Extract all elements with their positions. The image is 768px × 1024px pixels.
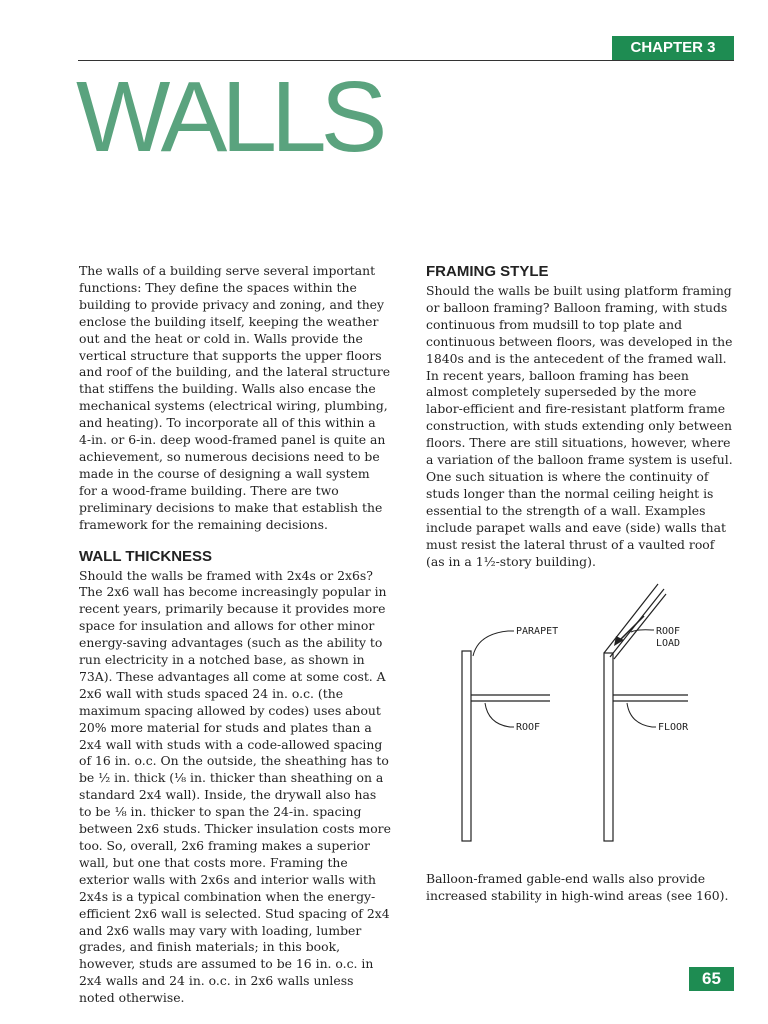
caption-text: Balloon-framed gable-end walls also provide increased stability in high-wind areas (see 160). [426,871,729,903]
intro-paragraph: The walls of a building serve several important functions: They define the spaces within the building to provide privacy and zoning, and they enclose the building itself, keeping the weather out and the heat or cold in. Walls provide the vertical structure that supports the upper floors and roof of the building, and the lateral structure that stiffens the building. Walls also encase the mechanical systems (electrical wiring, plumbing, and heating). To incorporate all of this within a 4-in. or 6-in. deep wood-framed panel is quite an achievement, so numerous decisions need to be made in the course of designing a wall system for a wood-frame building. There are two preliminary decisions to make that establish the framework for the remaining decisions. [79,263,391,532]
roof-label: ROOF [516,722,541,733]
wall-thickness-paragraph: Should the walls be framed with 2x4s or 2x6s? The 2x6 wall has become increasingly popular in recent years, primarily because it provides more space for insulation and allows for other minor energy-saving advantages (such as the ability to run electricity in a notched base, as shown in 73A). These advantages all come at some cost. A 2x6 wall with studs spaced 24 in. o.c. (the maximum spacing allowed by codes) uses about 20% more material for studs and plates than a 2x4 wall with studs with a code-allowed spacing of 16 in. o.c. On the outside, the sheathing has to be ½ in. thick (⅛ in. thicker than sheathing on a standard 2x4 wall). Inside, the drywall also has to be ⅛ in. thicker to span the 24-in. spacing between 2x6 studs. Thicker insulation costs more too. So, overall, 2x6 framing makes a superior wall, but one that costs more. Framing the exterior walls with 2x6s and interior walls with 2x4s is a typical combination when the energy-efficient 2x6 wall is selected. Stud spacing of 2x4 and 2x6 walls may vary with loading, lumber grades, and finish materials; in this book, however, studs are assumed to be 16 in. o.c. in 2x4 walls and 24 in. o.c. in 2x6 walls unless noted otherwise. [79,567,391,1006]
left-column [79,263,391,1007]
rafter-line-1 [604,584,658,653]
page-number: 65 [689,967,734,991]
floor-label: FLOOR [658,722,689,733]
chapter-title: WALLS [76,61,382,173]
figure-caption [426,871,734,905]
parapet-leader [473,631,514,656]
roof-load-label-1: ROOF [656,626,681,637]
balloon-framing-figure [448,574,706,844]
wall-thickness-heading: WALL THICKNESS [79,547,213,565]
framing-style-heading: FRAMING STYLE [426,263,549,280]
framing-style-paragraph: Should the walls be built using platform framing or balloon framing? Balloon framing, with studs continuous from mudsill to top plate and continuous between floors, was developed in the 1840s and is the antecedent of the framed wall. In recent years, balloon framing has been almost completely superseded by the more labor-efficient and fire-resistant platform frame construction, with studs extending only between floors. There are still situations, however, where a variation of the balloon frame system is useful. One such situation is where the continuity of studs longer than the normal ceiling height is essential to the strength of a wall. Examples include parapet walls and eave (side) walls that must resist the lateral thrust of a vaulted roof (as in a 1½-story building). [426,283,733,569]
parapet-label: PARAPET [516,626,559,637]
roof-load-label-2: LOAD [656,638,681,649]
roof-leader [485,703,514,727]
chapter-tab: CHAPTER 3 [612,36,734,60]
floor-leader [627,703,656,727]
right-column [426,263,734,570]
parapet-wall [462,651,471,841]
roof-load-leader [631,630,654,632]
eave-wall [604,653,613,841]
